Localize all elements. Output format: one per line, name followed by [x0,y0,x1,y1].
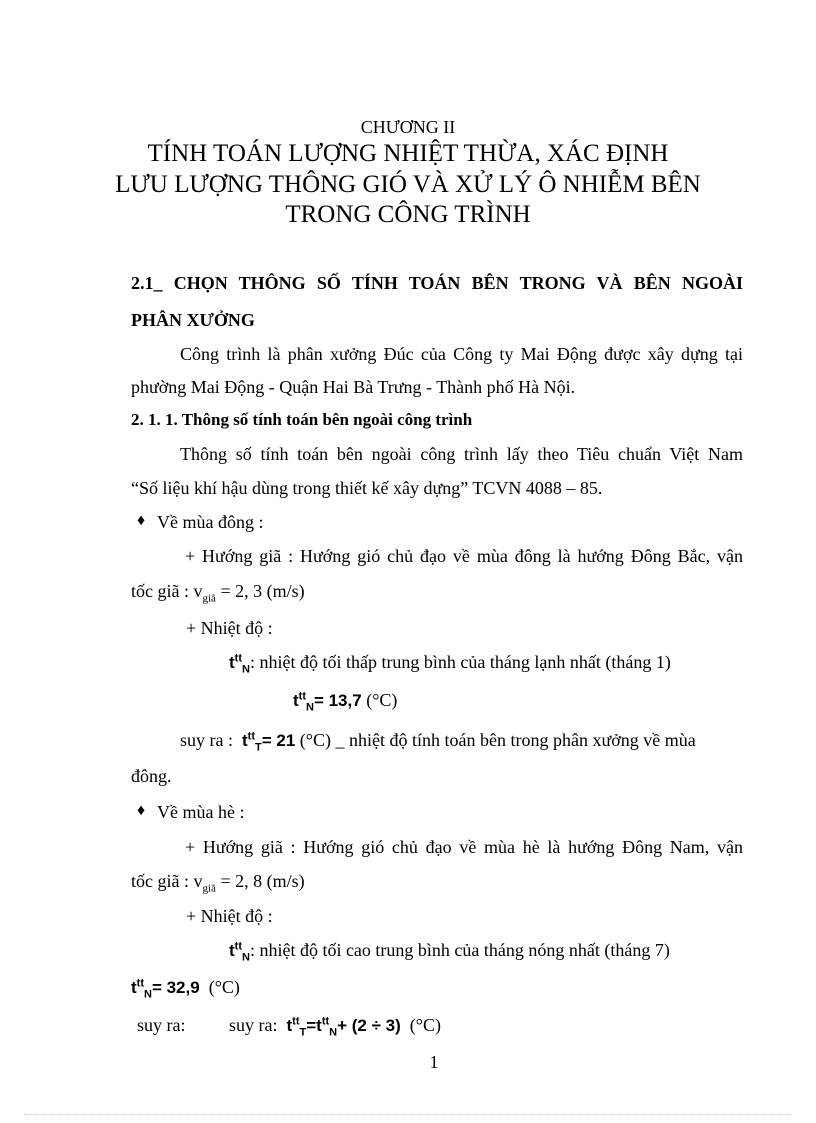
summer-temp-label: + Nhiệt độ : [186,906,273,926]
tN-description: : nhiệt độ tối thấp trung bình của tháng lạnh nhất (tháng 1) [249,652,671,672]
page-number: 1 [429,1052,439,1072]
winter-temp-label: + Nhiệt độ : [186,618,273,638]
tT-value: = 21 [261,731,296,750]
outside-params-line-2: “Số liệu khí hậu dùng trong thiết kế xây dựng” TCVN 4088 – 85. [131,478,603,498]
intro-line-1: Công trình là phân xưởng Đúc của Công ty Mai Động được xây dựng tại [180,344,743,364]
winter-suy-ra: suy ra : [180,730,233,750]
section-heading-2-1-cont: PHÂN XƯỞNG [131,310,255,330]
winter-wind-line-1: + Hướng giã : Hướng gió chủ đạo về mùa đông là hướng Đông Bắc, vận [185,546,743,566]
tT-eq-sign: = [306,1016,317,1035]
chapter-label: CHƯƠNG II [360,117,456,137]
tT-symbol: $t^{tt}_T$ [242,730,262,754]
tN-unit: (°C) [366,690,398,710]
bullet-diamond-icon: ♦ [137,512,146,529]
title-line-1: TÍNH TOÁN LƯỢNG NHIỆT THỪA, XÁC ĐỊNH [147,140,669,167]
summer-tT-equation [229,1015,441,1039]
tN-description: : nhiệt độ tối cao trung bình của tháng nóng nhất (tháng 7) [249,940,670,960]
tN-symbol: $t^{tt}_N$ [229,940,250,964]
tN-symbol: $t^{tt}_N$ [229,652,250,676]
section-heading-2-1-1: 2. 1. 1. Thông số tính toán bên ngoài công trình [131,410,473,429]
outside-params-line-1: Thông số tính toán bên ngoài công trình lấy theo Tiêu chuẩn Việt Nam [180,444,743,464]
summer-wind-line-1: + Hướng giã : Hướng gió chủ đạo về mùa hè là hướng Đông Nam, vận [185,837,743,857]
title-line-3: TRONG CÔNG TRÌNH [285,201,531,228]
summer-label: Về mùa hè : [157,802,245,822]
tN-symbol: $t^{tt}_N$ [293,690,314,714]
tT-description: (°C) _ nhiệt độ tính toán bên trong phân xưởng về mùa [299,730,696,750]
section-heading-2-1: 2.1_ CHỌN THÔNG SỐ TÍNH TOÁN BÊN TRONG VÀ BÊN NGOÀI [131,273,743,293]
summer-wind-line-2: tốc giã : $v_{giã} = 2$, 8 (m/s) [131,871,305,895]
tN-value: = 32,9 [151,978,200,997]
winter-wind-value: = 2, 3 (m/s) [215,581,305,601]
winter-label: Về mùa đông : [157,512,264,532]
tT-symbol: $t^{tt}_T$ [286,1015,307,1039]
tT-unit: (°C) [409,1015,441,1035]
winter-tT-description-cont: đông. [131,766,172,786]
intro-line-2: phường Mai Động - Quận Hai Bà Trưng - Thành phố Hà Nội. [131,377,576,397]
summer-suy-ra-2: suy ra: [229,1015,278,1035]
winter-tT-line [180,730,696,754]
title-line-2: LƯU LƯỢNG THÔNG GIÓ VÀ XỬ LÝ Ô NHIỄM BÊN [115,171,701,198]
summer-tN-equation [131,977,240,1001]
tN-symbol: $t^{tt}_N$ [316,1015,338,1039]
winter-wind-prefix: tốc giã : v [131,581,203,601]
tN-symbol: $t^{tt}_N$ [131,977,152,1001]
tT-eq-tail: + (2 ÷ 3) [337,1016,401,1035]
summer-tN-definition [229,940,670,964]
winter-wind-sub: giã [202,592,216,605]
winter-wind-line-2 [131,581,305,605]
tN-value: = 13,7 [313,691,362,710]
tN-unit: (°C) [208,977,240,997]
winter-tN-definition [229,652,671,676]
summer-suy-ra-1: suy ra: [137,1015,186,1035]
page-bottom-divider [24,1114,792,1115]
bullet-diamond-icon: ♦ [137,802,146,819]
winter-tN-equation [293,690,398,714]
